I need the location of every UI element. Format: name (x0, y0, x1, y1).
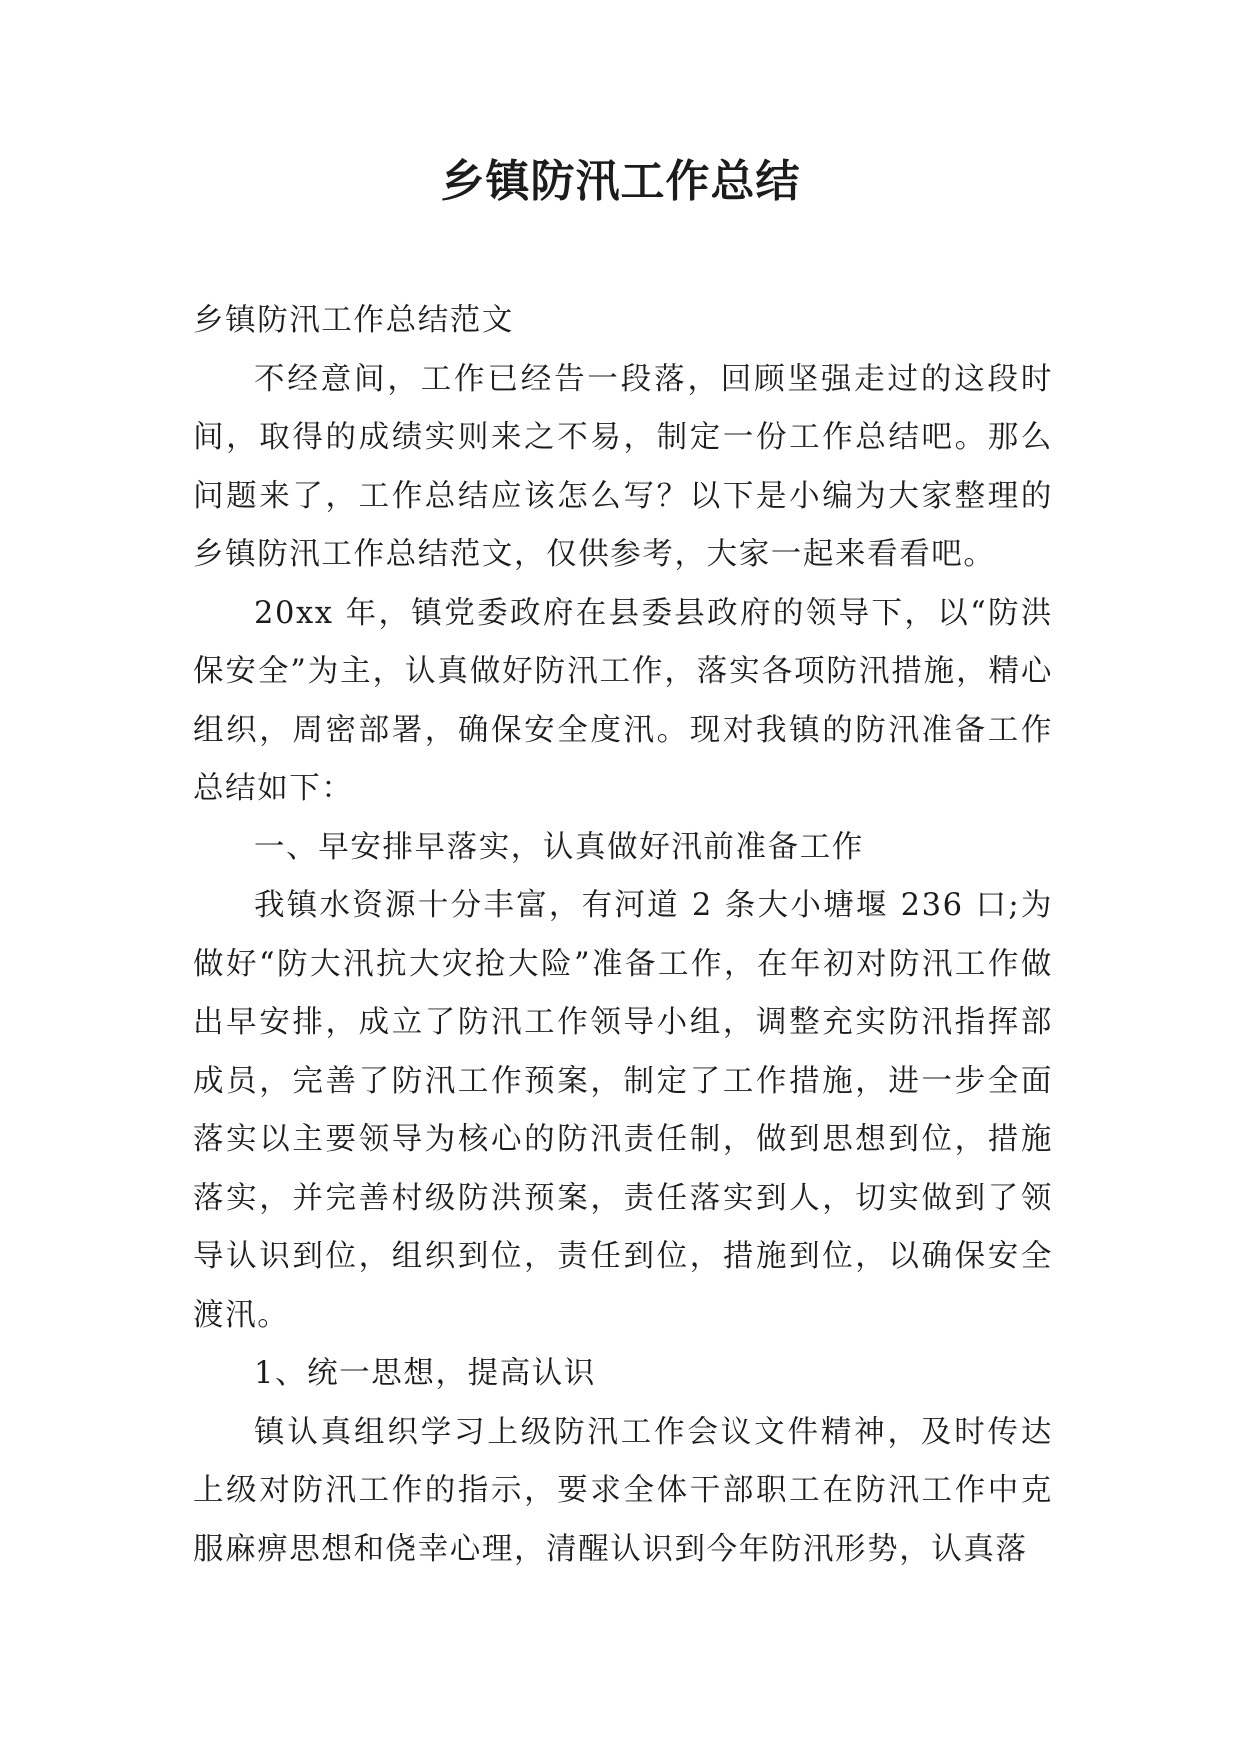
paragraph-intro: 不经意间，工作已经告一段落，回顾坚强走过的这段时间，取得的成绩实则来之不易，制定一份工作总结吧。那么问题来了，工作总结应该怎么写？以下是小编为大家整理的乡镇防汛工作总结范文，仅供参考，大家一起来看看吧。 (193, 361, 1053, 572)
paragraph-subsection-1: 镇认真组织学习上级防汛工作会议文件精神，及时传达上级对防汛工作的指示，要求全体干部职工在防汛工作中克服麻痹思想和侥幸心理，清醒认识到今年防汛形势，认真落 (193, 1414, 1053, 1567)
subsection-heading-1: 1、统一思想，提高认识 (254, 1356, 597, 1391)
section-heading-1: 一、早安排早落实，认真做好汛前准备工作 (254, 829, 864, 865)
paragraph-section-1: 我镇水资源十分丰富，有河道 2 条大小塘堰 236 口;为做好“防大汛抗大灾抢大险”准备工作，在年初对防汛工作做出早安排，成立了防汛工作领导小组，调整充实防汛指挥部成员，完善了防汛工作预案，制定了工作措施，进一步全面落实以主要领导为核心的防汛责任制，做到思想到位，措施落实，并完善村级防洪预案，责任落实到人，切实做到了领导认识到位，组织到位，责任到位，措施到位，以确保安全渡汛。 (193, 888, 1053, 1333)
paragraph-overview: 20xx 年，镇党委政府在县委县政府的领导下，以“防洪保安全”为主，认真做好防汛工作，落实各项防汛措施，精心组织，周密部署，确保安全度汛。现对我镇的防汛准备工作总结如下： (193, 595, 1053, 806)
document-body (193, 292, 1053, 1579)
document-title: 乡镇防汛工作总结 (440, 156, 801, 207)
paragraph-subtitle: 乡镇防汛工作总结范文 (193, 303, 514, 338)
